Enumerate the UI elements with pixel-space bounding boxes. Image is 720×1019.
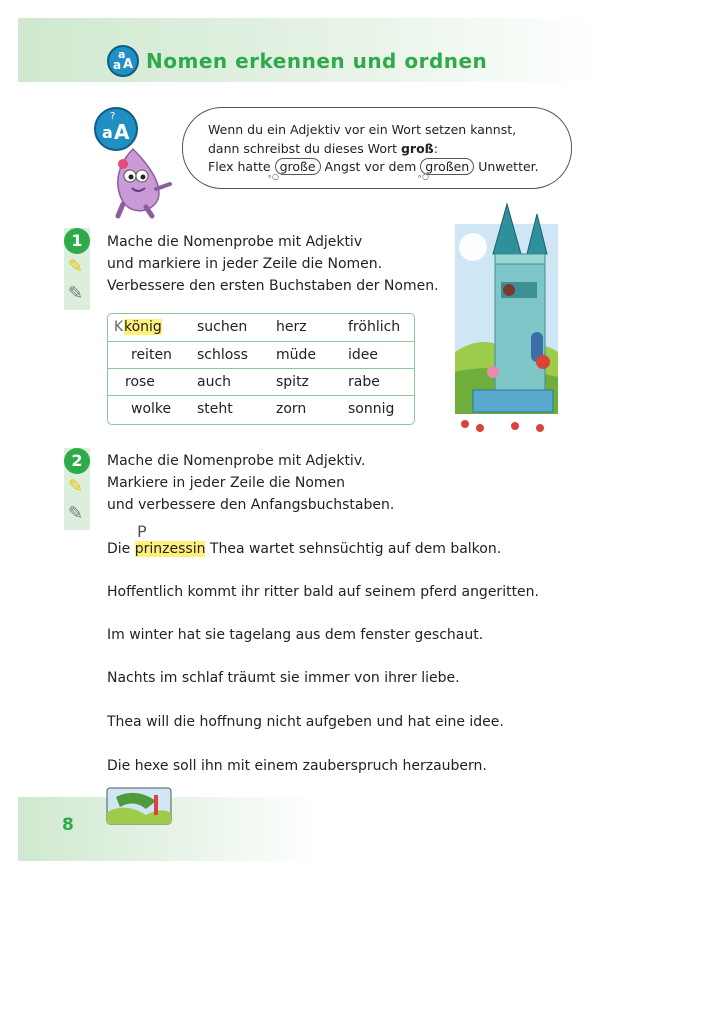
sentence-3: Im winter hat sie tagelang aus dem fenster geschaut. <box>107 627 484 643</box>
table-cell: auch <box>197 374 232 390</box>
tip-line-3 <box>208 159 539 174</box>
logo-small-letter: a <box>118 48 126 61</box>
table-row <box>108 341 414 369</box>
tip-example-part-a: Flex hatte <box>208 159 275 174</box>
tip-example-part-c: Unwetter. <box>474 159 539 174</box>
page-title: Nomen erkennen und ordnen <box>146 49 488 73</box>
pencil-icon: ✎ <box>68 283 84 304</box>
sentence-1-end: Thea wartet sehnsüchtig auf dem balkon. <box>205 541 502 557</box>
table-cell: idee <box>348 347 379 363</box>
svg-text:?: ? <box>110 111 116 122</box>
table-cell: reiten <box>131 347 172 363</box>
table-cell: fröhlich <box>348 319 401 335</box>
task1-instruction-3: Verbessere den ersten Buchstaben der Nomen. <box>107 278 439 294</box>
task1-instruction-1: Mache die Nomenprobe mit Adjektiv <box>107 234 363 250</box>
flex-mascot-icon <box>88 104 178 219</box>
svg-text:A: A <box>114 120 130 144</box>
dragon-thumbnail-illustration <box>106 787 172 825</box>
svg-text:a: a <box>102 123 113 142</box>
table-row <box>108 395 414 423</box>
table-cell: suchen <box>197 319 248 335</box>
table-cell: spitz <box>276 374 309 390</box>
table-cell: schloss <box>197 347 248 363</box>
highlighter-icon: ✎ <box>68 256 84 277</box>
task1-number-badge: 1 <box>64 228 90 254</box>
table-row <box>108 368 414 396</box>
sentence-5: Thea will die hoffnung nicht aufgeben und hat eine idee. <box>107 714 504 730</box>
castle-tower-illustration <box>455 202 558 434</box>
tip-colon: : <box>433 141 438 156</box>
table-cell: könig <box>124 319 162 335</box>
task1-instruction-2: und markiere in jeder Zeile die Nomen. <box>107 256 383 272</box>
logo-letter-A: A <box>123 57 134 72</box>
word-table <box>107 313 415 425</box>
logo-letter-a: a <box>113 58 122 72</box>
sentence-2: Hoffentlich kommt ihr ritter bald auf seinem pferd angeritten. <box>107 584 539 600</box>
table-cell: zorn <box>276 401 307 417</box>
correction-letter: P <box>137 522 147 541</box>
tip-line-2-text: dann schreibst du dieses Wort <box>208 141 401 156</box>
bubble-dots-icon: ∘○ <box>417 172 429 181</box>
tip-circled-adjective-2: großen <box>420 158 474 175</box>
tip-circled-adjective-1: große <box>275 158 321 175</box>
task2-number-badge: 2 <box>64 448 90 474</box>
correction-letter: K <box>114 319 124 335</box>
sentence-6: Die hexe soll ihn mit einem zauberspruch herzaubern. <box>107 758 487 774</box>
highlighter-icon: ✎ <box>68 476 84 497</box>
task2-instruction-3: und verbessere den Anfangsbuchstaben. <box>107 497 395 513</box>
spelling-logo-icon <box>107 45 139 77</box>
task2-instruction-2: Markiere in jeder Zeile die Nomen <box>107 475 346 491</box>
sentence-4: Nachts im schlaf träumt sie immer von ihrer liebe. <box>107 670 460 686</box>
table-cell: rose <box>125 374 155 390</box>
table-cell: steht <box>197 401 233 417</box>
tip-example-part-b: Angst vor dem <box>320 159 421 174</box>
highlighted-noun: prinzessin <box>134 541 206 557</box>
table-cell: wolke <box>131 401 172 417</box>
table-cell: herz <box>276 319 307 335</box>
sentence-1 <box>107 541 501 557</box>
table-row <box>108 314 414 341</box>
task2-instruction-1: Mache die Nomenprobe mit Adjektiv. <box>107 453 366 469</box>
table-cell: rabe <box>348 374 380 390</box>
table-cell: müde <box>276 347 317 363</box>
tip-bold-word: groß <box>400 141 434 156</box>
sentence-1-start: Die <box>107 541 135 557</box>
tip-line-2 <box>208 141 438 156</box>
bubble-dots-icon: ∘○ <box>267 172 279 181</box>
page-number: 8 <box>62 815 74 835</box>
table-cell: sonnig <box>348 401 395 417</box>
pencil-icon: ✎ <box>68 503 84 524</box>
tip-line-1: Wenn du ein Adjektiv vor ein Wort setzen kannst, <box>208 122 517 137</box>
